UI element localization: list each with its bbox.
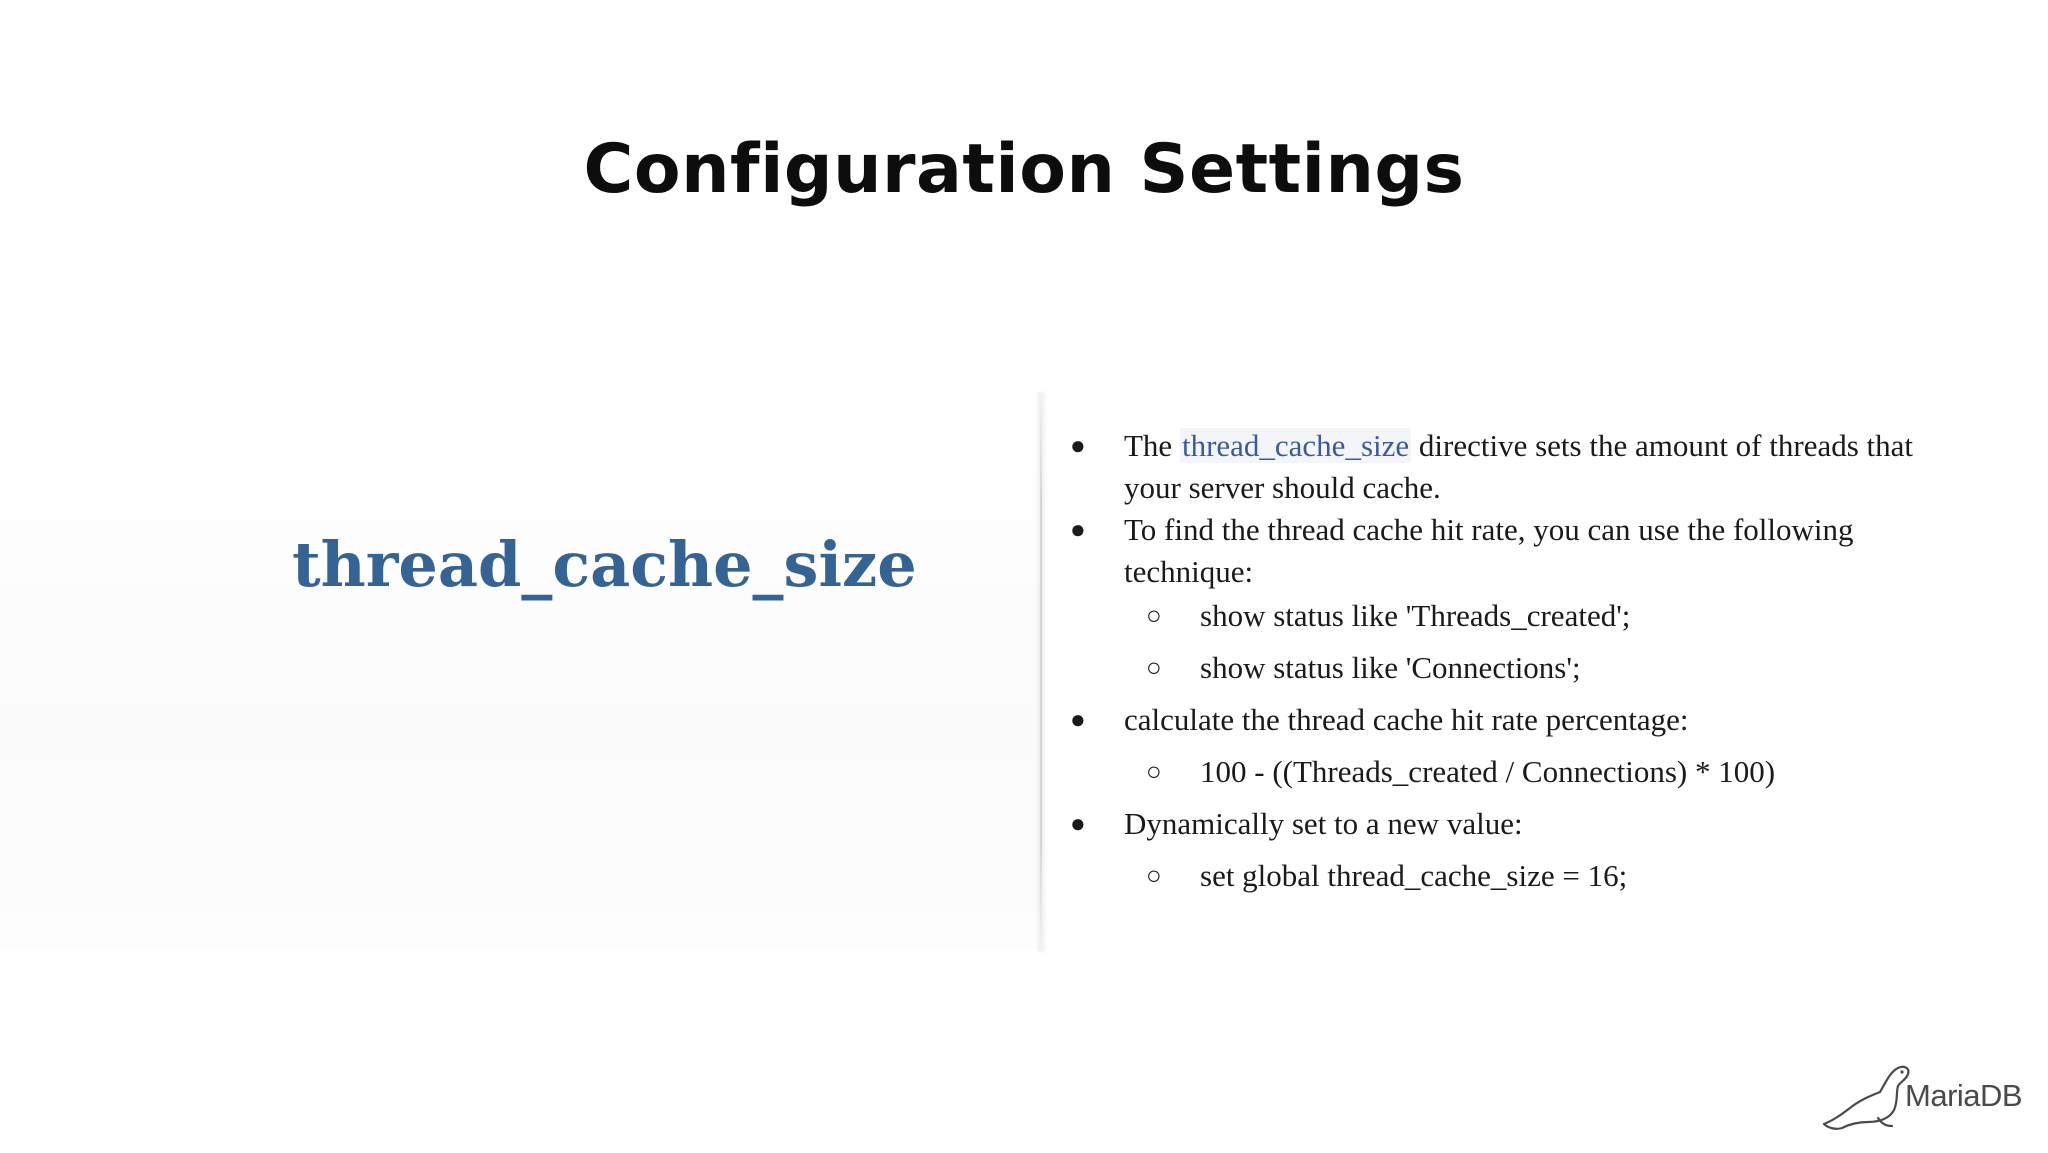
sub-item-formula bbox=[1060, 751, 1960, 793]
bullet-icon: ● bbox=[1070, 431, 1086, 460]
sub-bullet-icon: ○ bbox=[1146, 861, 1162, 890]
sub-item-connections bbox=[1060, 647, 1960, 689]
bullet-list bbox=[1060, 425, 1960, 897]
bullet-item-technique bbox=[1060, 509, 1960, 593]
bullet-suffix: directive sets the amount of threads that your server should cache. bbox=[1124, 428, 1914, 505]
sub-bullet-icon: ○ bbox=[1146, 601, 1162, 630]
bullet-icon: ● bbox=[1070, 705, 1086, 734]
sub-text: show status like 'Threads_created'; bbox=[1200, 598, 1631, 633]
bullet-item-directive bbox=[1060, 425, 1960, 509]
sub-item-set-global bbox=[1060, 855, 1960, 897]
bullet-text: To find the thread cache hit rate, you can use the following technique: bbox=[1124, 512, 1854, 589]
sub-text: show status like 'Connections'; bbox=[1200, 650, 1581, 685]
slide-title: Configuration Settings bbox=[583, 130, 1465, 209]
sub-text: set global thread_cache_size = 16; bbox=[1200, 858, 1628, 893]
panel-divider bbox=[1040, 400, 1042, 945]
inline-code-keyword: thread_cache_size bbox=[1181, 428, 1410, 463]
bullet-icon: ● bbox=[1070, 515, 1086, 544]
bullet-prefix: The bbox=[1124, 428, 1180, 463]
left-panel bbox=[0, 390, 1040, 950]
sub-bullet-icon: ○ bbox=[1146, 757, 1162, 786]
bullet-text: Dynamically set to a new value: bbox=[1124, 806, 1523, 841]
keyword-heading: thread_cache_size bbox=[292, 528, 917, 601]
sub-bullet-icon: ○ bbox=[1146, 653, 1162, 682]
sub-item-threads-created bbox=[1060, 595, 1960, 637]
bullet-item-calculate bbox=[1060, 699, 1960, 741]
sub-text: 100 - ((Threads_created / Connections) * 100) bbox=[1200, 754, 1776, 789]
brand-logo-text: MariaDB bbox=[1905, 1078, 2023, 1113]
bullet-text: calculate the thread cache hit rate percentage: bbox=[1124, 702, 1689, 737]
bullet-icon: ● bbox=[1070, 809, 1086, 838]
bullet-item-dynamic bbox=[1060, 803, 1960, 845]
